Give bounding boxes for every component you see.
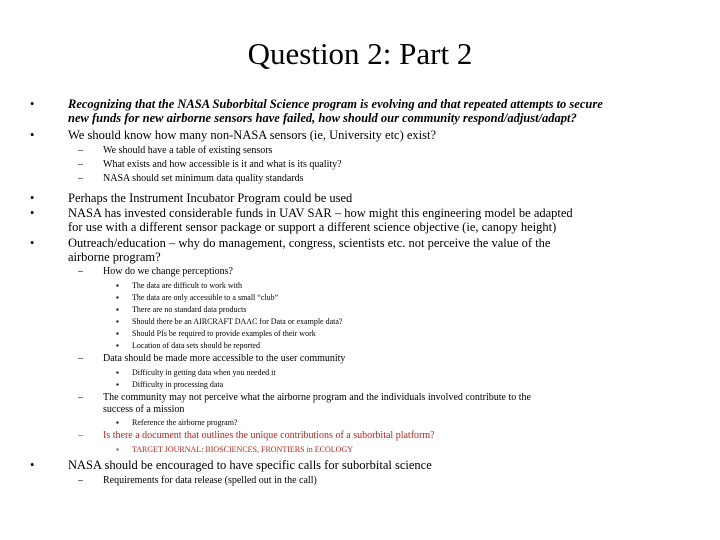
bullet-marker: • [30,458,35,472]
square-marker: ▪ [116,281,119,290]
bullet-marker: • [30,128,35,142]
square-marker: ▪ [116,329,119,338]
dash-marker: – [78,173,83,184]
bullet-6-sub-1: Requirements for data release (spelled out in the call) [103,475,317,486]
bullet-marker: • [30,97,35,111]
square-marker: ▪ [116,380,119,389]
bullet-5-line-1: Outreach/education – why do management, congress, scientists etc. not perceive the value of the [68,236,551,250]
bullet-4-line-1: NASA has invested considerable funds in UAV SAR – how might this engineering model be adapted [68,206,573,220]
perceptions-item-5: Should PIs be required to provide examples of their work [132,329,316,338]
dash-marker: – [78,159,83,170]
community-line-1: The community may not perceive what the airborne program and the individuals involved contribute to the [103,392,531,403]
slide-title: Question 2: Part 2 [247,36,473,71]
perceptions-item-6: Location of data sets should be reported [132,341,260,350]
bullet-marker: • [30,191,35,205]
perceptions-item-4: Should there be an AIRCRAFT DAAC for Data or example data? [132,317,343,326]
square-marker: ▪ [116,418,119,427]
dash-marker: – [78,392,83,403]
bullet-1-line-2: new funds for new airborne sensors have failed, how should our community respond/adjust/adapt? [68,111,577,125]
dash-marker: – [78,266,83,277]
bullet-marker: • [30,236,35,250]
bullet-marker: • [30,206,35,220]
accessibility-item-1: Difficulty in getting data when you needed it [132,368,276,377]
square-marker: ▪ [116,368,119,377]
bullet-2-sub-2: What exists and how accessible is it and what is its quality? [103,159,342,170]
bullet-2-text: We should know how many non-NASA sensors (ie, University etc) exist? [68,128,437,142]
dash-marker: – [78,475,83,486]
square-marker: ▪ [116,305,119,314]
square-marker: ▪ [116,341,119,350]
bullet-2-sub-1: We should have a table of existing sensors [103,145,273,156]
community-item-1: Reference the airborne program? [132,418,238,427]
perceptions-heading: How do we change perceptions? [103,266,233,277]
square-marker: ▪ [116,293,119,302]
accessibility-heading: Data should be made more accessible to the user community [103,353,346,364]
dash-marker: – [78,353,83,364]
community-line-2: success of a mission [103,404,185,415]
bullet-5-line-2: airborne program? [68,250,161,264]
dash-marker: – [78,145,83,156]
square-marker: ▪ [116,317,119,326]
document-question: Is there a document that outlines the unique contributions of a suborbital platform? [103,430,435,441]
perceptions-item-2: The data are only accessible to a small “club” [132,293,279,302]
accessibility-item-2: Difficulty in processing data [132,380,224,389]
target-journal: TARGET JOURNAL: BIOSCIENCES, FRONTIERS in ECOLOGY [132,445,353,454]
bullet-6-text: NASA should be encouraged to have specific calls for suborbital science [68,458,432,472]
square-marker: ▪ [116,445,119,454]
bullet-3-text: Perhaps the Instrument Incubator Program could be used [68,191,353,205]
perceptions-item-1: The data are difficult to work with [132,281,243,290]
bullet-4-line-2: for use with a different sensor package or support a different science objective (ie, canopy height) [68,220,557,234]
bullet-2-sub-3: NASA should set minimum data quality standards [103,173,304,184]
bullet-1-line-1: Recognizing that the NASA Suborbital Science program is evolving and that repeated attempts to secure [68,97,603,111]
perceptions-item-3: There are no standard data products [132,305,247,314]
dash-marker: – [78,430,83,441]
